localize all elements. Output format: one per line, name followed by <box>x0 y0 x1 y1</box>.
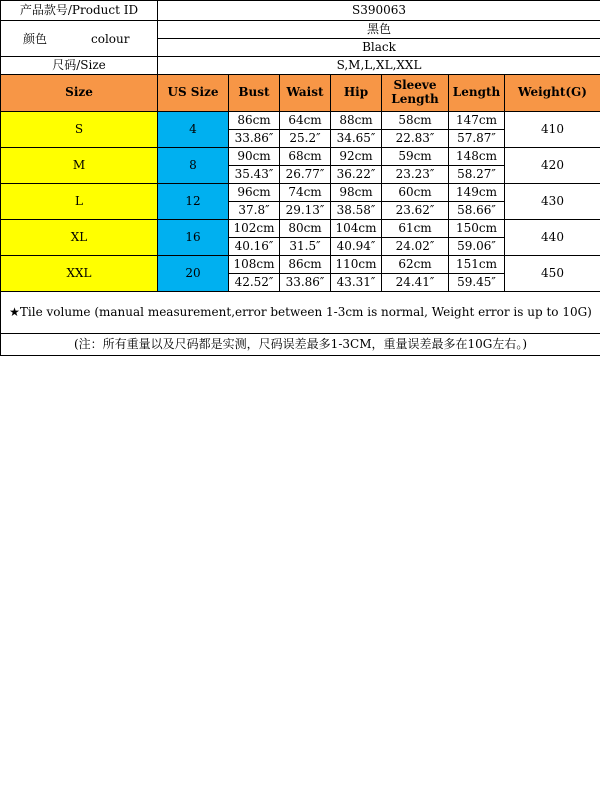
sleeve-cm: 61cm <box>382 220 449 238</box>
size-list-value: S,M,L,XL,XXL <box>158 57 600 75</box>
waist-in: 33.86″ <box>280 274 331 292</box>
hip-in: 38.58″ <box>331 202 382 220</box>
length-in: 59.45″ <box>449 274 505 292</box>
sleeve-cm: 58cm <box>382 112 449 130</box>
product-id-value: S390063 <box>158 1 600 21</box>
length-in: 58.27″ <box>449 166 505 184</box>
size-list-label: 尺码/Size <box>1 57 158 75</box>
length-cm: 147cm <box>449 112 505 130</box>
size-cell: M <box>1 148 158 184</box>
size-chart-table <box>0 0 600 356</box>
waist-cm: 74cm <box>280 184 331 202</box>
header-bust: Bust <box>229 75 280 112</box>
us-size-cell: 12 <box>158 184 229 220</box>
size-cell: S <box>1 112 158 148</box>
table-row <box>1 148 600 166</box>
table-header-row <box>1 75 600 112</box>
hip-cm: 104cm <box>331 220 382 238</box>
bust-cm: 86cm <box>229 112 280 130</box>
length-cm: 150cm <box>449 220 505 238</box>
hip-cm: 88cm <box>331 112 382 130</box>
length-in: 59.06″ <box>449 238 505 256</box>
length-in: 58.66″ <box>449 202 505 220</box>
color-label-en: colour <box>91 32 130 46</box>
header-sleeve-length: Sleeve Length <box>382 75 449 112</box>
sleeve-cm: 62cm <box>382 256 449 274</box>
waist-in: 29.13″ <box>280 202 331 220</box>
bust-in: 40.16″ <box>229 238 280 256</box>
header-hip: Hip <box>331 75 382 112</box>
length-cm: 149cm <box>449 184 505 202</box>
product-id-label: 产品款号/Product ID <box>1 1 158 21</box>
bust-cm: 108cm <box>229 256 280 274</box>
color-row-zh <box>1 21 600 39</box>
product-id-row <box>1 1 600 21</box>
length-cm: 151cm <box>449 256 505 274</box>
color-value-zh: 黑色 <box>158 21 600 39</box>
waist-cm: 80cm <box>280 220 331 238</box>
size-cell: L <box>1 184 158 220</box>
table-row <box>1 220 600 238</box>
sleeve-cm: 60cm <box>382 184 449 202</box>
waist-cm: 86cm <box>280 256 331 274</box>
hip-cm: 110cm <box>331 256 382 274</box>
hip-in: 43.31″ <box>331 274 382 292</box>
waist-cm: 64cm <box>280 112 331 130</box>
us-size-cell: 20 <box>158 256 229 292</box>
size-cell: XXL <box>1 256 158 292</box>
measurement-note-en: ★Tile volume (manual measurement,error between 1-3cm is normal, Weight error is up to 10G) <box>9 304 592 319</box>
sleeve-in: 22.83″ <box>382 130 449 148</box>
weight-cell: 420 <box>505 148 600 184</box>
hip-cm: 98cm <box>331 184 382 202</box>
table-row <box>1 256 600 274</box>
header-size: Size <box>1 75 158 112</box>
note-row-zh <box>1 334 600 356</box>
us-size-cell: 16 <box>158 220 229 256</box>
waist-in: 31.5″ <box>280 238 331 256</box>
bust-cm: 102cm <box>229 220 280 238</box>
table-row <box>1 112 600 130</box>
us-size-cell: 4 <box>158 112 229 148</box>
sleeve-cm: 59cm <box>382 148 449 166</box>
length-in: 57.87″ <box>449 130 505 148</box>
weight-cell: 430 <box>505 184 600 220</box>
bust-in: 35.43″ <box>229 166 280 184</box>
bust-in: 42.52″ <box>229 274 280 292</box>
color-label-zh: 颜色 <box>23 32 48 46</box>
bust-cm: 96cm <box>229 184 280 202</box>
hip-in: 34.65″ <box>331 130 382 148</box>
waist-cm: 68cm <box>280 148 331 166</box>
measurement-note-zh: (注：所有重量以及尺码都是实测，尺码误差最多1-3CM，重量误差最多在10G左右。) <box>1 334 600 356</box>
sleeve-in: 24.02″ <box>382 238 449 256</box>
hip-in: 40.94″ <box>331 238 382 256</box>
sleeve-in: 23.23″ <box>382 166 449 184</box>
sleeve-in: 23.62″ <box>382 202 449 220</box>
weight-cell: 410 <box>505 112 600 148</box>
header-waist: Waist <box>280 75 331 112</box>
bust-in: 37.8″ <box>229 202 280 220</box>
length-cm: 148cm <box>449 148 505 166</box>
color-value-en: Black <box>158 39 600 57</box>
waist-in: 26.77″ <box>280 166 331 184</box>
hip-in: 36.22″ <box>331 166 382 184</box>
us-size-cell: 8 <box>158 148 229 184</box>
hip-cm: 92cm <box>331 148 382 166</box>
waist-in: 25.2″ <box>280 130 331 148</box>
header-us-size: US Size <box>158 75 229 112</box>
bust-cm: 90cm <box>229 148 280 166</box>
weight-cell: 440 <box>505 220 600 256</box>
header-weight: Weight(G) <box>505 75 600 112</box>
note-row-en <box>1 292 600 334</box>
bust-in: 33.86″ <box>229 130 280 148</box>
size-list-row <box>1 57 600 75</box>
header-length: Length <box>449 75 505 112</box>
color-label <box>1 21 158 57</box>
sleeve-in: 24.41″ <box>382 274 449 292</box>
weight-cell: 450 <box>505 256 600 292</box>
size-cell: XL <box>1 220 158 256</box>
table-row <box>1 184 600 202</box>
